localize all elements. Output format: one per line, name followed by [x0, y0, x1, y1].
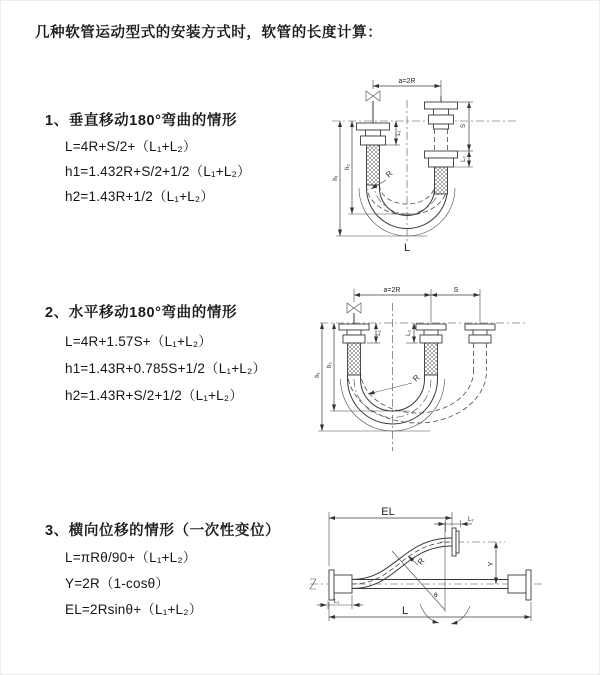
- formula-l: L=4R+1.57S+（L₁+L₂）: [65, 334, 212, 349]
- dim-a2r: [373, 78, 441, 100]
- section-3: [45, 519, 335, 629]
- dim-label-s: S: [453, 287, 459, 294]
- dim-label-l-length: L: [401, 605, 409, 617]
- formula-h2: h2=1.43R+1/2（L₁+L₂）: [65, 189, 215, 204]
- flange-right: [526, 570, 531, 600]
- dim-el: [329, 506, 452, 566]
- dim-label-l2: L₂: [461, 156, 467, 162]
- dim-label-l1: L₁: [396, 130, 402, 136]
- dim-l1: [317, 595, 363, 609]
- section-2: [45, 301, 335, 411]
- braided-hose-section: [367, 145, 380, 185]
- dim-label-l2: L₂: [468, 517, 474, 523]
- hose-fitting-right-moved: [465, 324, 495, 343]
- dim-label-h1: h₁: [333, 175, 339, 181]
- hose-straight-position: [352, 570, 531, 600]
- formula-h1: h1=1.432R+S/2+1/2（L₁+L₂）: [65, 164, 251, 179]
- dim-label-h1: h₁: [315, 372, 321, 378]
- flange-upper: [452, 528, 456, 556]
- formula-el: EL=2Rsinθ+（L₁+L₂）: [65, 602, 203, 617]
- dim-label-l-length: L: [403, 242, 411, 254]
- hose-fitting-left: [329, 570, 352, 600]
- dim-label-h2: h₂: [327, 362, 333, 368]
- section-3-heading: 3、横向位移的情形（一次性变位）: [45, 523, 281, 539]
- braided-hose-section: [348, 343, 361, 375]
- diagram-horizontal-180-bend: [310, 283, 600, 463]
- dim-label-s: S: [461, 123, 467, 129]
- dim-label-l1: L₁: [376, 330, 382, 336]
- dim-label-a2r: a=2R: [383, 287, 401, 294]
- dim-label-theta: θ: [434, 592, 438, 599]
- radius-callout: [368, 373, 422, 394]
- dim-a2r-s: [354, 287, 480, 323]
- flange-left: [329, 570, 334, 600]
- dim-label-el: EL: [381, 506, 395, 518]
- valve-icon: [347, 303, 361, 313]
- hose-fitting-left: [357, 91, 390, 185]
- dim-label-r: R: [411, 373, 422, 384]
- dim-label-y: Y: [488, 561, 495, 567]
- dim-label-l1: L₁: [334, 599, 340, 605]
- formula-l: L=4R+S/2+（L₁+L₂）: [65, 139, 197, 154]
- hose-fitting-right: [425, 96, 458, 194]
- diagram-lateral-displacement: [300, 498, 600, 658]
- formula-l: L=πRθ/90+（L₁+L₂）: [65, 550, 197, 565]
- hose-fitting-middle: [416, 324, 446, 375]
- section-2-heading: 2、水平移动180°弯曲的情形: [45, 305, 238, 321]
- braided-hose-section: [435, 167, 448, 194]
- braided-hose-section: [425, 343, 438, 375]
- dim-label-r: R: [415, 556, 427, 567]
- hose-bend-arcs: [341, 343, 487, 431]
- formula-y: Y=2R（1-cosθ）: [65, 576, 170, 591]
- dim-label-r: R: [384, 169, 395, 180]
- hose-fitting-left: [339, 303, 369, 375]
- section-1: [45, 109, 335, 209]
- section-1-heading: 1、垂直移动180°弯曲的情形: [45, 113, 238, 129]
- formula-h2: h2=1.43R+S/2+1/2（L₁+L₂）: [65, 388, 244, 403]
- dim-y: [488, 542, 496, 584]
- dim-label-a2r: a=2R: [398, 78, 416, 85]
- page-title: 几种软管运动型式的安装方式时，软管的长度计算：: [35, 25, 383, 41]
- valve-icon: [366, 91, 380, 101]
- dim-label-l2: L₂: [406, 330, 412, 336]
- formula-h1: h1=1.43R+0.785S+1/2（L₁+L₂）: [65, 361, 267, 376]
- diagram-vertical-180-bend: [312, 72, 600, 257]
- dim-label-h2: h₂: [345, 164, 351, 170]
